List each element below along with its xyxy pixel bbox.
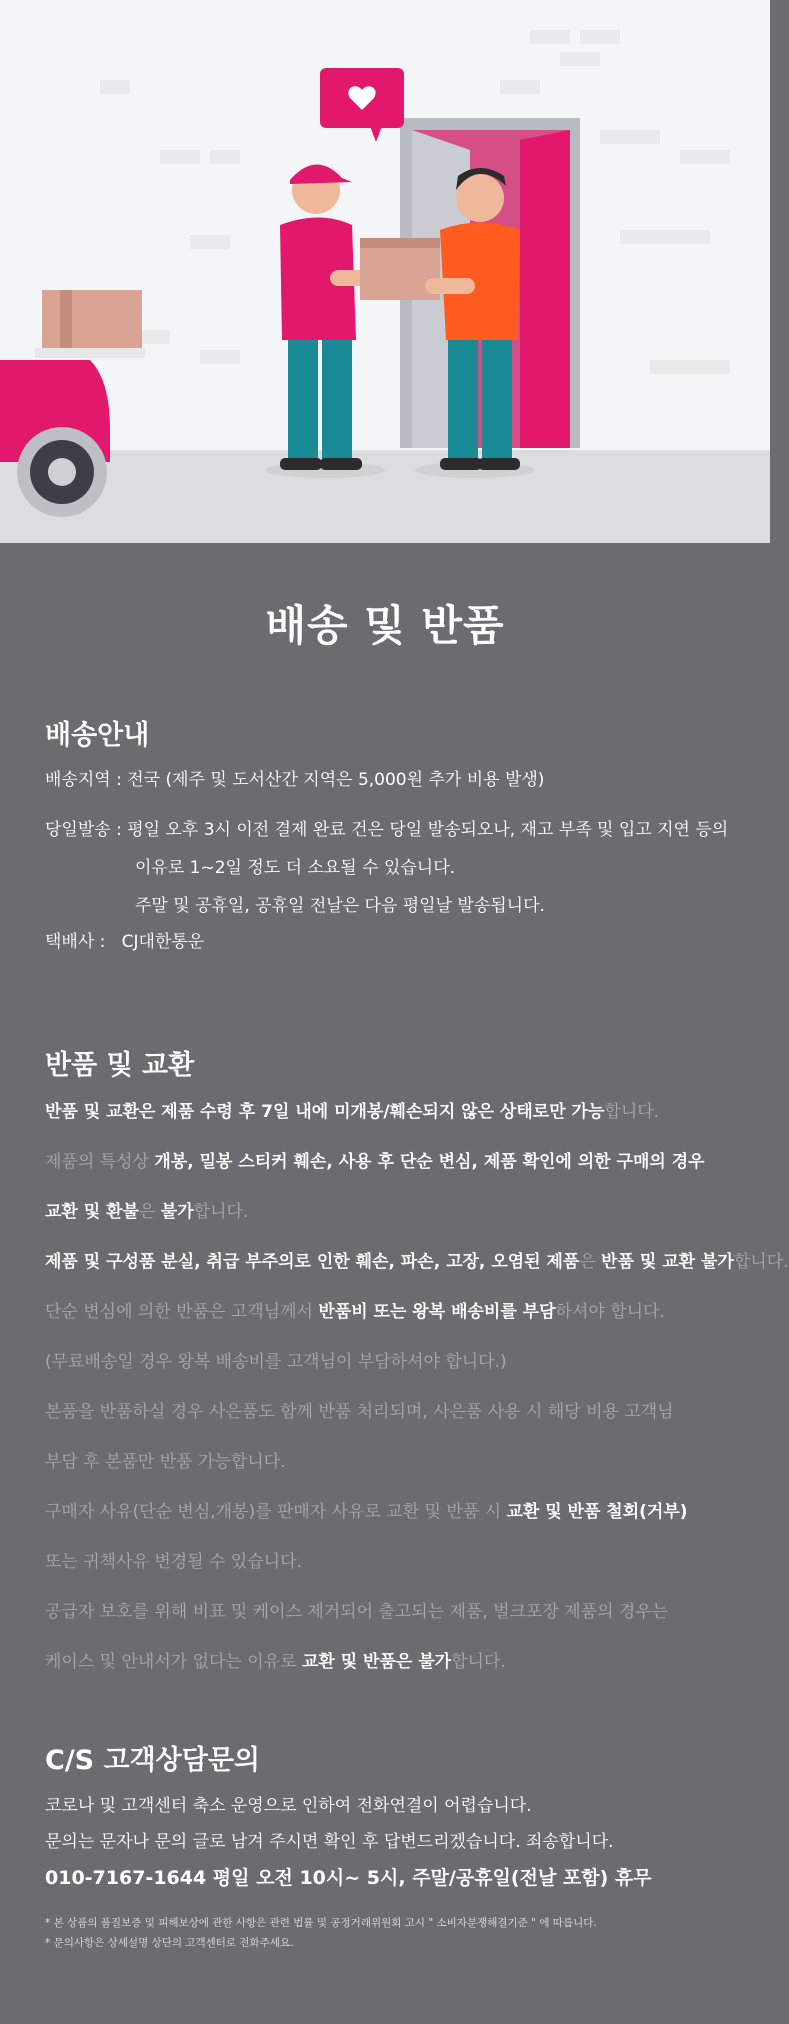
shipping-area-label: 배송지역 :: [45, 770, 122, 790]
cs-line-1: 코로나 및 고객센터 축소 운영으로 인하여 전화연결이 어렵습니다.: [45, 1796, 532, 1816]
sameday-line3: 주말 및 공휴일, 공휴일 전날은 다음 평일날 발송됩니다.: [135, 896, 545, 916]
returns-line-5: 단순 변심에 의한 반품은 고객님께서 반품비 또는 왕복 배송비를 부담하셔야 합니다.: [45, 1302, 665, 1322]
returns-line-8: 부담 후 본품만 반품 가능합니다.: [45, 1452, 286, 1472]
sameday-row: [45, 815, 728, 840]
returns-line-6: (무료배송일 경우 왕복 배송비를 고객님이 부담하셔야 합니다.): [45, 1352, 507, 1372]
sameday-line1: 평일 오후 3시 이전 결제 완료 건은 당일 발송되오나, 재고 부족 및 입고 지연 등의: [127, 820, 729, 840]
sameday-line2: 이유로 1~2일 정도 더 소요될 수 있습니다.: [135, 858, 456, 878]
returns-line-3: 교환 및 환불은 불가합니다.: [45, 1202, 249, 1222]
returns-line-12: 케이스 및 안내서가 없다는 이유로 교환 및 반품은 불가합니다.: [45, 1652, 506, 1672]
sameday-label: 당일발송 :: [45, 820, 122, 840]
cs-heading: C/S 고객상담문의: [45, 1745, 261, 1776]
footnote-1: * 본 상품의 품질보증 및 피해보상에 관한 사항은 관련 법률 및 공정거래위원회 고시 " 소비자분쟁해결기준 " 에 따릅니다.: [45, 1917, 597, 1929]
page-title: 배송 및 반품: [265, 601, 505, 650]
returns-line-4: 제품 및 구성품 분실, 취급 부주의로 인한 훼손, 파손, 고장, 오염된 제품은 반품 및 교환 불가합니다.: [45, 1252, 789, 1272]
cs-phone: 010-7167-1644 평일 오전 10시~ 5시, 주말/공휴일(전날 포함) 휴무: [45, 1867, 652, 1889]
courier-label: 택배사 :: [45, 932, 106, 952]
returns-line-10: 또는 귀책사유 변경될 수 있습니다.: [45, 1552, 302, 1572]
returns-line-9: 구매자 사유(단순 변심,개봉)를 판매자 사유로 교환 및 반품 시 교환 및 반품 철회(거부): [45, 1502, 688, 1522]
returns-heading: 반품 및 교환: [45, 1050, 195, 1081]
cs-line-2: 문의는 문자나 문의 글로 남겨 주시면 확인 후 답변드리겠습니다. 죄송합니다.: [45, 1832, 614, 1852]
info-panel: [0, 543, 789, 2024]
delivery-illustration: [0, 0, 770, 543]
courier-row: [45, 927, 204, 952]
courier-figure: [265, 164, 390, 478]
shipping-area-row: [45, 765, 544, 790]
returns-line-2: 제품의 특성상 개봉, 밀봉 스티커 훼손, 사용 후 단순 변심, 제품 확인에 의한 구매의 경우: [45, 1152, 705, 1172]
heart-bubble-icon: [320, 68, 404, 142]
footnote-2: * 문의사항은 상세설명 상단의 고객센터로 전화주세요.: [45, 1937, 294, 1949]
returns-line-1: 반품 및 교환은 제품 수령 후 7일 내에 미개봉/훼손되지 않은 상태로만 가능합니다.: [45, 1102, 660, 1122]
returns-line-7: 본품을 반품하실 경우 사은품도 함께 반품 처리되며, 사은품 사용 시 해당 비용 고객님: [45, 1402, 674, 1422]
courier-value: CJ대한통운: [121, 932, 205, 952]
shipping-heading: 배송안내: [45, 720, 150, 751]
returns-line-11: 공급자 보호를 위해 비표 및 케이스 제거되어 출고되는 제품, 벌크포장 제품의 경우는: [45, 1602, 669, 1622]
shipping-area-value: 전국 (제주 및 도서산간 지역은 5,000원 추가 비용 발생): [127, 770, 545, 790]
